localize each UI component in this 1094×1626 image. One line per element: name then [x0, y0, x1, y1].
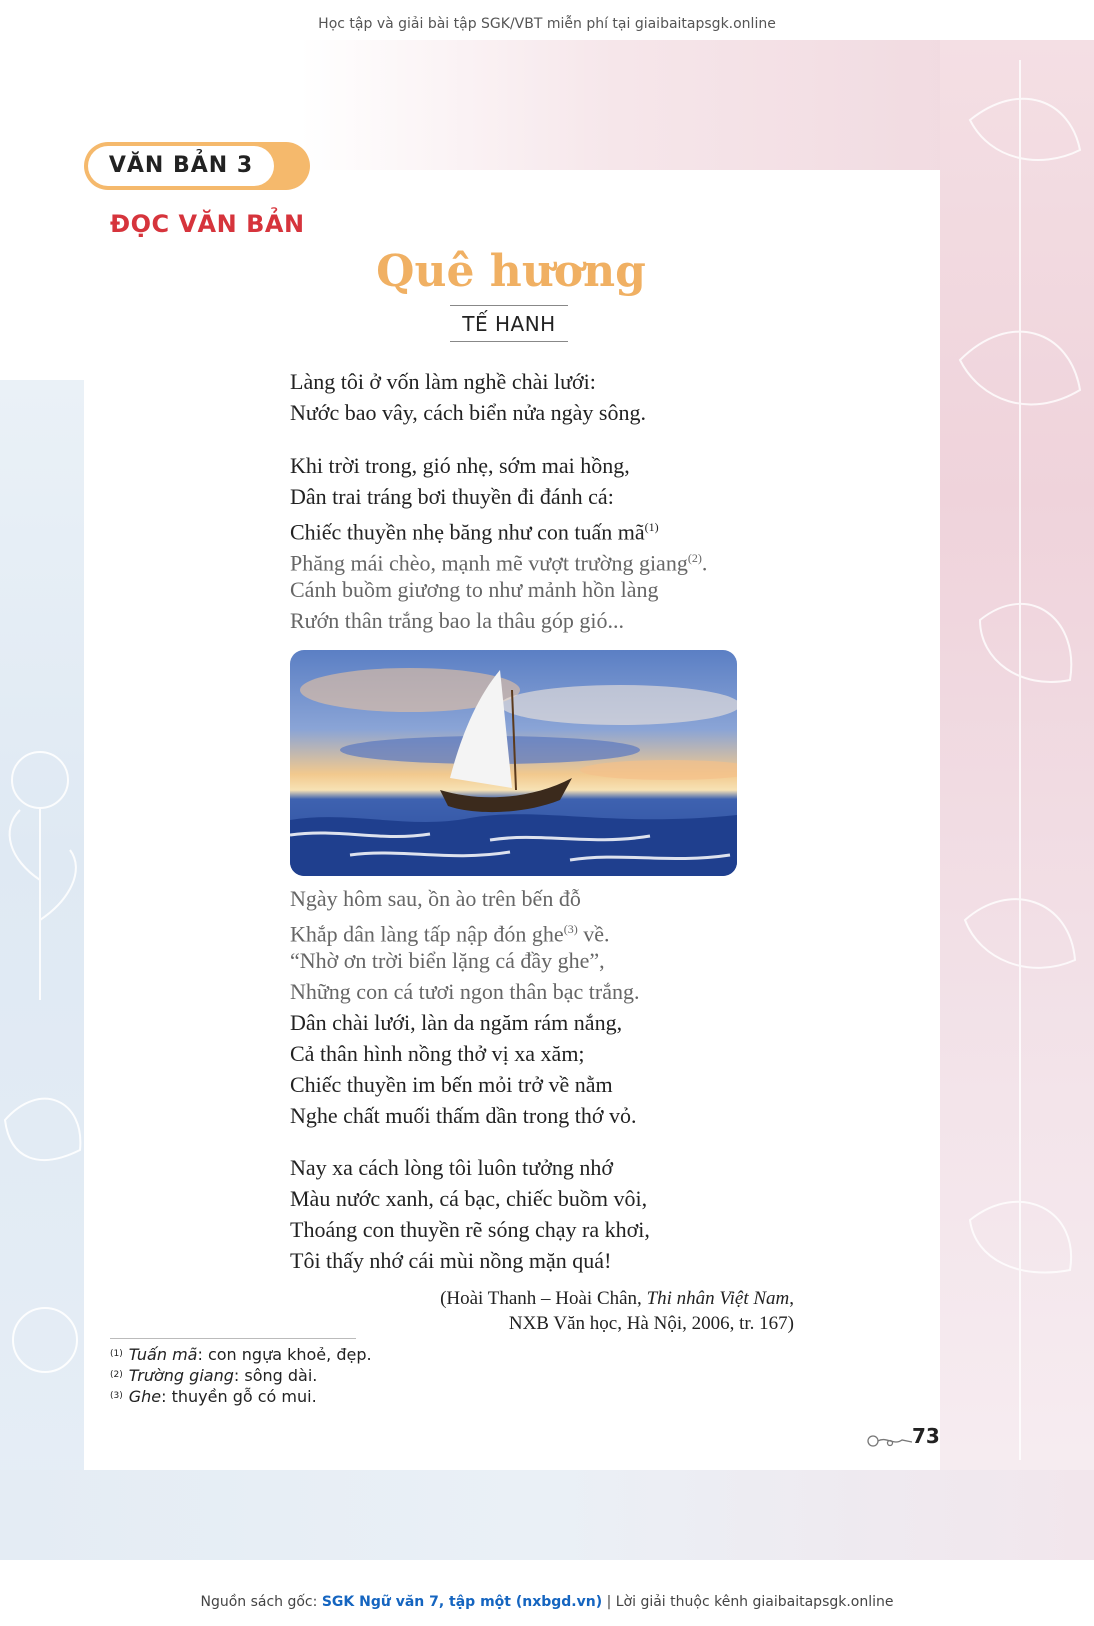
footnotes	[110, 1344, 372, 1407]
section-title: ĐỌC VĂN BẢN	[110, 210, 305, 238]
footer-note	[0, 1594, 1094, 1610]
poem-line: Ngày hôm sau, ồn ào trên bến đỗ	[290, 886, 581, 911]
footnote-definition: : con ngựa khoẻ, đẹp.	[197, 1345, 372, 1364]
stanza-2	[290, 450, 707, 636]
footnote-definition: : thuyền gỗ có mui.	[161, 1387, 317, 1406]
footnote-item	[110, 1386, 372, 1407]
footnote-item	[110, 1365, 372, 1386]
badge-label: VĂN BẢN 3	[88, 146, 274, 186]
poem-line-text: Khắp dân làng tấp nập đón ghe	[290, 921, 564, 947]
poem-line-text: Phăng mái chèo, mạnh mẽ vượt trường giang	[290, 550, 688, 576]
citation-line-1	[400, 1286, 794, 1311]
footnote-mark-1: (1)	[644, 520, 659, 534]
citation-authors: (Hoài Thanh – Hoài Chân,	[440, 1288, 647, 1309]
poem-line	[290, 543, 707, 574]
poem-line: Nước bao vây, cách biển nửa ngày sông.	[290, 400, 646, 425]
poem-line-text: Chiếc thuyền nhẹ băng như con tuấn mã	[290, 519, 645, 545]
poem-line: Rướn thân trắng bao la thâu góp gió...	[290, 608, 624, 633]
footer-book-link[interactable]: SGK Ngữ văn 7, tập một (nxbgd.vn)	[321, 1594, 603, 1610]
poem-title: Quê hương	[376, 246, 646, 297]
poem-line: Cả thân hình nồng thở vị xa xăm;	[290, 1041, 585, 1066]
stanza-3	[290, 883, 640, 1131]
footnote-item	[110, 1344, 372, 1365]
footnote-definition: : sông dài.	[233, 1366, 318, 1385]
poem-line: Thoáng con thuyền rẽ sóng chạy ra khơi,	[290, 1217, 650, 1242]
footnote-number: (1)	[110, 1349, 123, 1359]
poem-line: Chiếc thuyền im bến mỏi trở về nằm	[290, 1072, 613, 1097]
footnote-term: Trường giang	[128, 1366, 234, 1385]
poem-line: Khi trời trong, gió nhẹ, sớm mai hồng,	[290, 453, 630, 478]
footer-prefix: Nguồn sách gốc:	[200, 1594, 322, 1610]
footnote-mark-2: (2)	[687, 551, 702, 565]
author-bottom-rule	[450, 341, 568, 342]
poem-line: Nghe chất muối thấm dần trong thớ vỏ.	[290, 1103, 637, 1128]
footnote-term: Ghe	[128, 1387, 162, 1406]
poem-line: Nay xa cách lòng tôi luôn tưởng nhớ	[290, 1155, 613, 1180]
footer-suffix: | Lời giải thuộc kênh giaibaitapsgk.online	[602, 1594, 894, 1610]
footnote-divider	[110, 1338, 356, 1339]
citation-book-title: Thi nhân Việt Nam	[646, 1288, 790, 1309]
poem-line	[290, 512, 707, 543]
poem-author: TẾ HANH	[462, 312, 556, 336]
background-bottom-decoration	[0, 1470, 1094, 1560]
text-number-badge	[84, 142, 310, 190]
citation-line-2: NXB Văn học, Hà Nội, 2006, tr. 167)	[508, 1313, 794, 1334]
stanza-4	[290, 1152, 650, 1276]
poem-line-tail: .	[701, 550, 708, 576]
footnote-term: Tuấn mã	[128, 1345, 198, 1364]
poem-line: Những con cá tươi ngon thân bạc trắng.	[290, 979, 640, 1004]
poem-line: Cánh buồm giương to như mảnh hồn làng	[290, 577, 659, 602]
page-ornament-icon	[864, 1432, 912, 1450]
stanza-1	[290, 366, 646, 428]
source-citation	[400, 1286, 794, 1336]
header-note: Học tập và giải bài tập SGK/VBT miễn phí tại giaibaitapsgk.online	[318, 16, 776, 32]
footnote-number: (2)	[110, 1370, 123, 1380]
background-left-decoration	[0, 380, 90, 1560]
poem-line: Dân chài lưới, làn da ngăm rám nắng,	[290, 1010, 623, 1035]
poem-line: “Nhờ ơn trời biển lặng cá đầy ghe”,	[290, 948, 605, 973]
page-number: 73	[912, 1424, 940, 1448]
poem-line: Tôi thấy nhớ cái mùi nồng mặn quá!	[290, 1248, 612, 1273]
poem-line	[290, 914, 640, 945]
footnote-mark-3: (3)	[563, 922, 578, 936]
sailboat-painting	[290, 650, 737, 876]
poem-line: Làng tôi ở vốn làm nghề chài lưới:	[290, 369, 596, 394]
author-top-rule	[450, 305, 568, 306]
poem-line: Dân trai tráng bơi thuyền đi đánh cá:	[290, 484, 614, 509]
citation-comma: ,	[789, 1288, 794, 1309]
footnote-number: (3)	[110, 1391, 123, 1401]
poem-line: Màu nước xanh, cá bạc, chiếc buồm vôi,	[290, 1186, 648, 1211]
poem-line-tail: về.	[577, 921, 610, 947]
